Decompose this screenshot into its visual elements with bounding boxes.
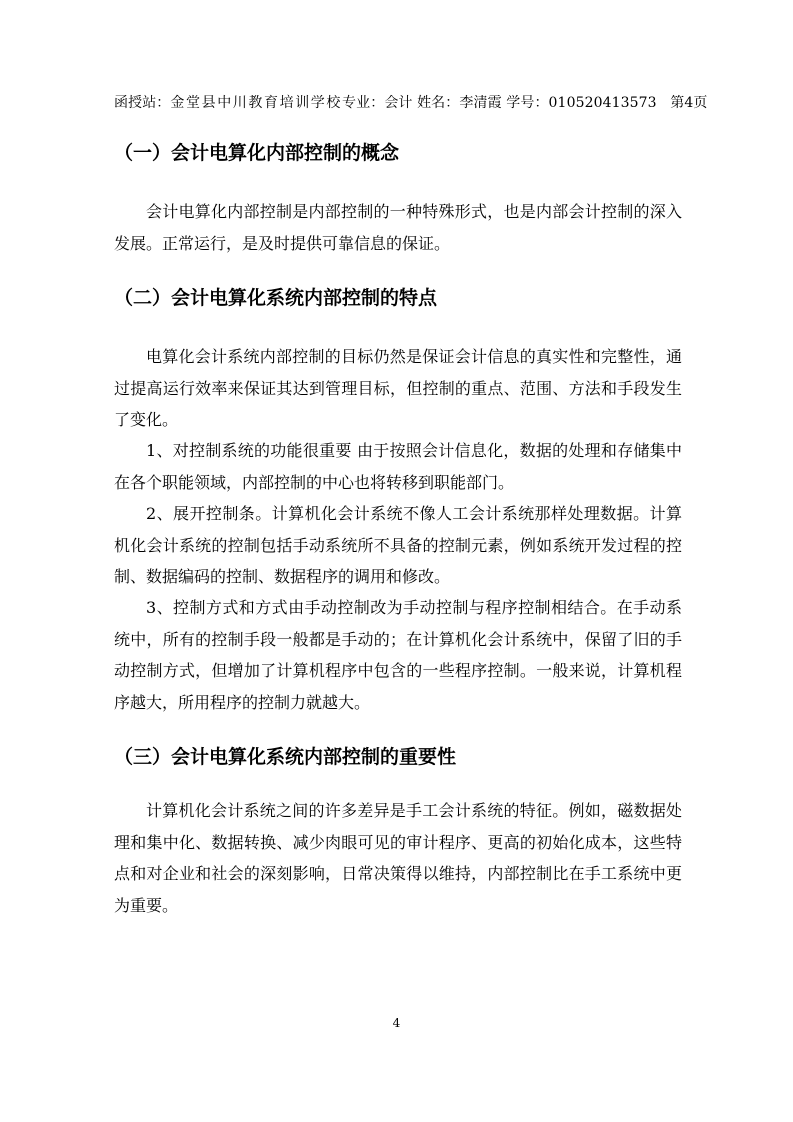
school-name: 金堂县中川教育培训学校 [170,95,343,111]
section-2-paragraph-1: 电算化会计系统内部控制的目标仍然是保证会计信息的真实性和完整性，通过提高运行效率来保证其达到管理目标，但控制的重点、范围、方法和手段发生了变化。 [114,347,682,429]
section-3-paragraph-1: 计算机化会计系统之间的许多差异是手工会计系统的特征。例如，磁数据处理和集中化、数据转换、减少肉眼可见的审计程序、更高的初始化成本，这些特点和对企业和社会的深刻影响，日常决策得以维持，内部控制比在手工系统中更为重要。 [114,801,682,915]
section-2-paragraph-3: 2、展开控制条。计算机化会计系统不像人工会计系统那样处理数据。计算机化会计系统的控制包括手动系统所不具备的控制元素，例如系统开发过程的控制、数据编码的控制、数据程序的调用和修改。 [114,504,682,586]
major-field: 专业：会计 [342,95,413,111]
section-heading-3: （三）会计电算化系统内部控制的重要性 [114,746,457,768]
station-label: 函授站： [114,95,171,111]
section-heading-1: （一）会计电算化内部控制的概念 [114,142,400,164]
header-page-label: 第4页 [670,95,708,111]
section-1-paragraph-1: 会计电算化内部控制是内部控制的一种特殊形式，也是内部会计控制的深入发展。正常运行，是及时提供可靠信息的保证。 [114,202,682,253]
section-heading-2: （二）会计电算化系统内部控制的特点 [114,287,438,309]
student-id: 学号：010520413573 [506,95,657,111]
page-number: 4 [392,1016,401,1030]
section-2-paragraph-4: 3、控制方式和方式由手动控制改为手动控制与程序控制相结合。在手动系统中，所有的控制手段一般都是手动的；在计算机化会计系统中，保留了旧的手动控制方式，但增加了计算机程序中包含的一些程序控制。一般来说，计算机程序越大，所用程序的控制力就越大。 [114,598,682,712]
section-2-paragraph-2: 1、对控制系统的功能很重要 由于按照会计信息化，数据的处理和存储集中在各个职能领域，内部控制的中心也将转移到职能部门。 [114,441,682,492]
page-header [114,93,708,113]
student-name: 姓名：李清霞 [417,95,502,111]
